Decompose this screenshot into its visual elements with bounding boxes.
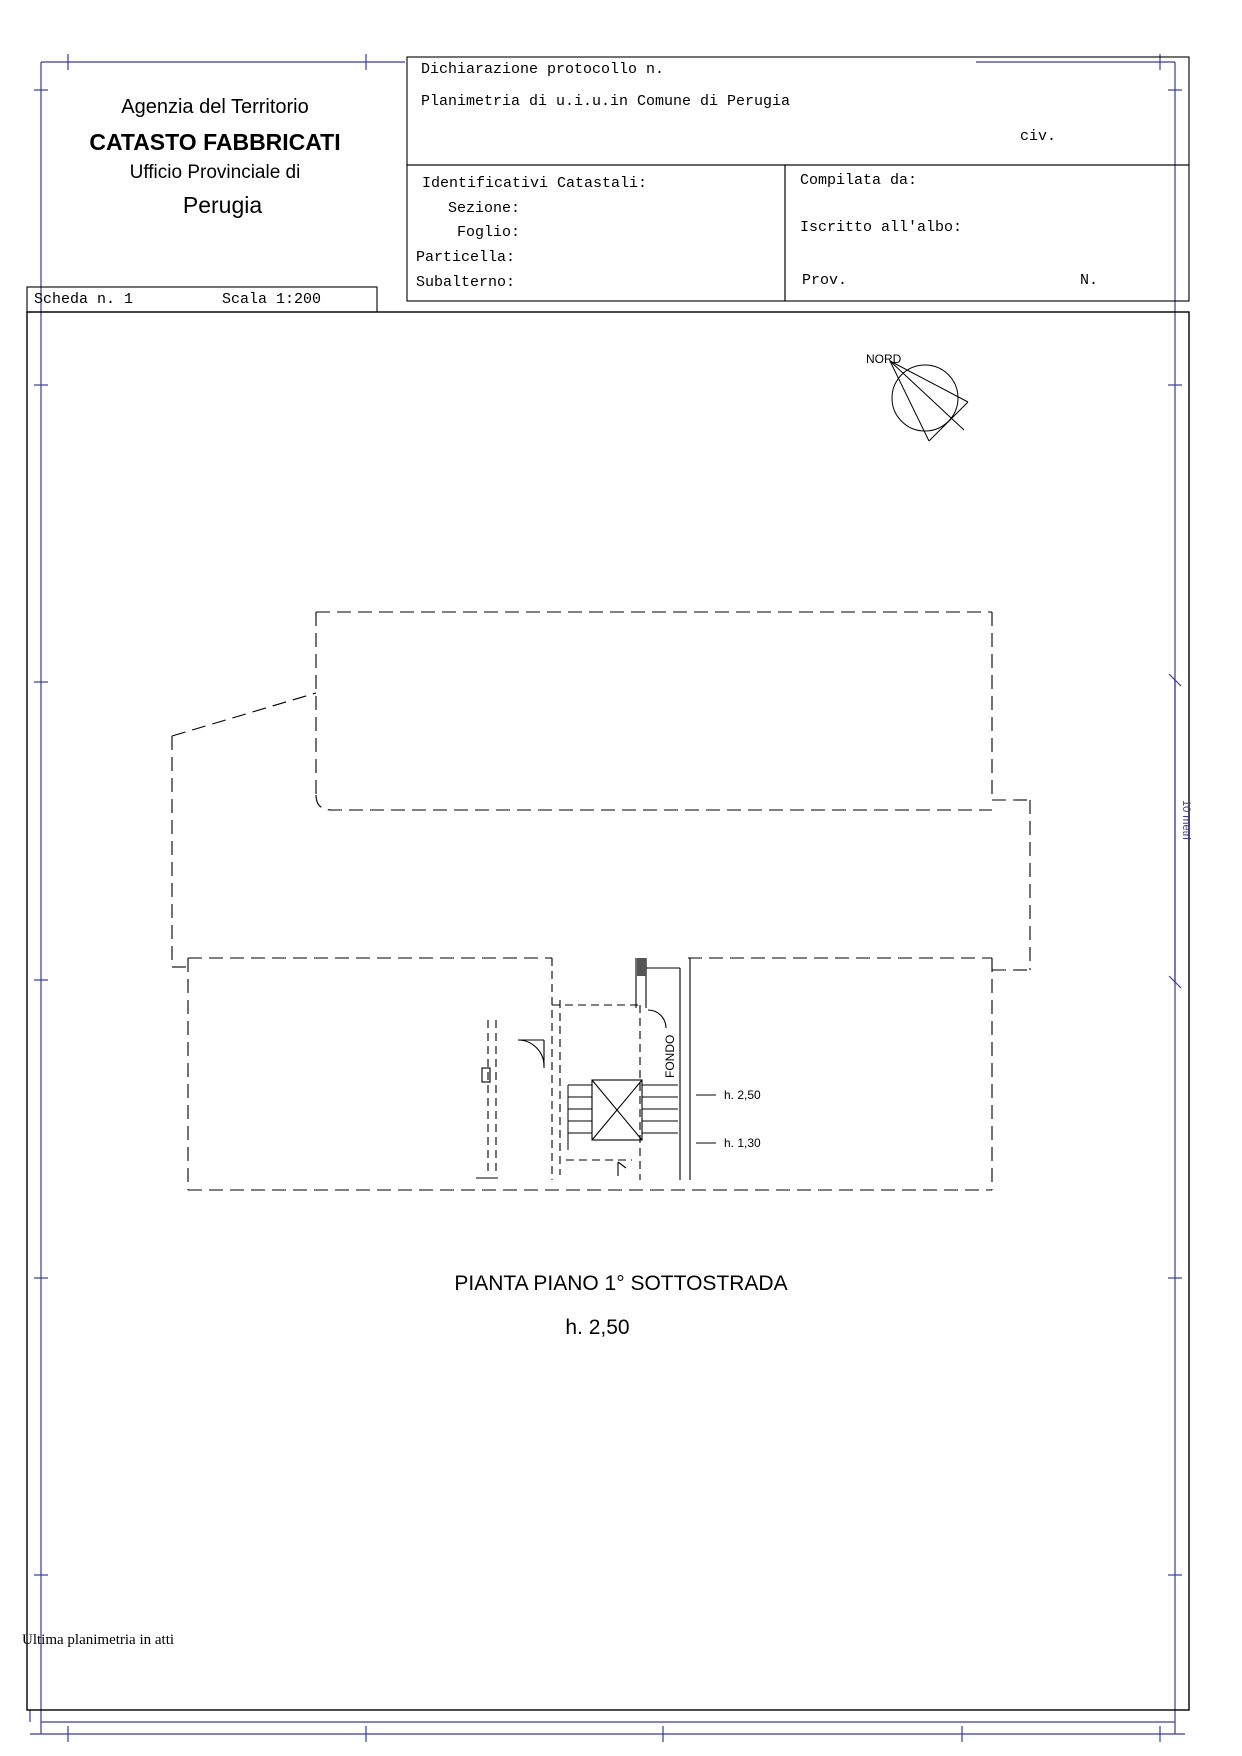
protocol-planimetria: Planimetria di u.i.u.in Comune di Perugia — [421, 93, 791, 110]
height-label-upper: h. 2,50 — [724, 1088, 761, 1102]
agency-name: Agenzia del Territorio — [121, 96, 309, 118]
identifier-sezione: Sezione: — [448, 200, 521, 217]
interior-walls — [476, 958, 716, 1180]
city-name: Perugia — [182, 192, 263, 218]
identifiers-title: Identificativi Catastali: — [422, 175, 648, 192]
scala-label: Scala 1:200 — [222, 291, 322, 308]
identifier-particella: Particella: — [416, 249, 516, 266]
plan-height: h. 2,50 — [565, 1316, 630, 1339]
n-label: N. — [1080, 272, 1099, 289]
compiler-label: Compilata da: — [800, 172, 918, 189]
building-outline-dashed — [172, 612, 1030, 1190]
office-name: Ufficio Provinciale di — [129, 162, 301, 183]
fondo-label: FONDO — [663, 1034, 677, 1078]
catasto-title: CATASTO FABBRICATI — [89, 129, 341, 155]
prov-label: Prov. — [802, 272, 848, 289]
scale-bar-label: 10 metri — [1180, 800, 1192, 840]
iscritto-label: Iscritto all'albo: — [800, 219, 963, 236]
plan-title: PIANTA PIANO 1° SOTTOSTRADA — [454, 1272, 788, 1295]
identifier-foglio: Foglio: — [457, 224, 521, 241]
north-label: NORD — [866, 352, 902, 366]
scheda-number: Scheda n. 1 — [34, 291, 134, 308]
height-label-lower: h. 1,30 — [724, 1136, 761, 1150]
identifier-subalterno: Subalterno: — [416, 274, 516, 291]
north-arrow — [890, 361, 968, 441]
protocol-civ: civ. — [1020, 128, 1057, 145]
last-plan-note: Ultima planimetria in atti — [22, 1632, 175, 1648]
protocol-declaration: Dichiarazione protocollo n. — [421, 61, 665, 78]
